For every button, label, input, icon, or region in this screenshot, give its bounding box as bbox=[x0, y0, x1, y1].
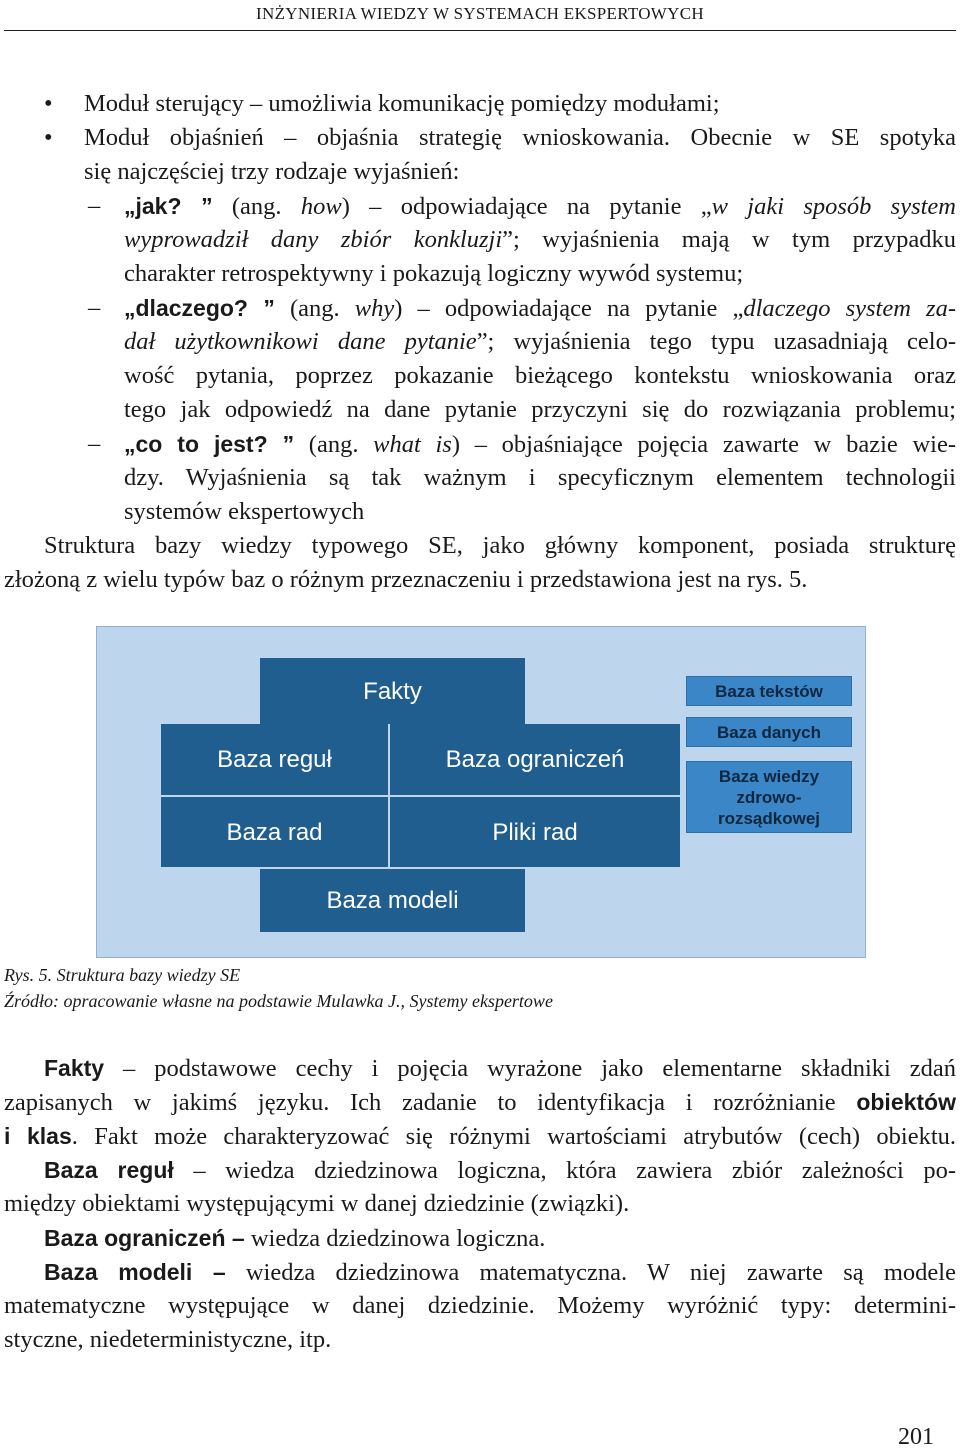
def-fakty-line2: zapisanych w jakimś języku. Ich zadanie to identyfikacja i rozróżnianie obiektów bbox=[4, 1089, 956, 1116]
dash-coto-line1: „co to jest? ” (ang. what is) – objaśniające pojęcia zawarte w bazie wie- bbox=[124, 431, 956, 458]
def-modeli-line1: Baza modeli – wiedza dziedzinowa matematyczna. W niej zawarte są modele bbox=[44, 1259, 956, 1286]
block-baza-ograniczen: Baza ograniczeń bbox=[390, 724, 680, 795]
side-baza-tekstow: Baza tekstów bbox=[686, 676, 852, 706]
bullet-mark: • bbox=[44, 124, 53, 151]
def-modeli-line3: styczne, niedeterministyczne, itp. bbox=[4, 1326, 332, 1353]
term-i-klas: i klas bbox=[4, 1123, 72, 1149]
bullet-control-module: Moduł sterujący – umożliwia komunikację pomiędzy modułami; bbox=[84, 90, 720, 117]
term-fakty: Fakty bbox=[44, 1055, 105, 1081]
figure-source: Źródło: opracowanie własne na podstawie Mulawka J., Systemy ekspertowe bbox=[4, 991, 553, 1011]
dash-dlaczego-line3: wość pytania, poprzez pokazanie bieżącego kontekstu wnioskowania oraz bbox=[124, 362, 956, 389]
def-fakty-line3: i klas. Fakt może charakteryzować się różnymi wartościami atrybutów (cech) obiektu. bbox=[4, 1123, 957, 1150]
dash-coto-line3: systemów ekspertowych bbox=[124, 498, 365, 525]
term-dlaczego: „dlaczego? ” bbox=[124, 295, 275, 321]
dash-jak-line2: wyprowadził dany zbiór konkluzji”; wyjaśnienia mają w tym przypadku bbox=[124, 226, 956, 253]
def-modeli-line2: matematyczne występujące w danej dziedzinie. Możemy wyróżnić typy: determini- bbox=[4, 1292, 956, 1319]
bullet-explanation-line1: Moduł objaśnień – objaśnia strategię wnioskowania. Obecnie w SE spotyka bbox=[84, 124, 956, 151]
def-ograniczen: Baza ograniczeń – wiedza dziedzinowa logiczna. bbox=[44, 1225, 546, 1252]
side-baza-wiedzy-zdroworozsadkowej: Baza wiedzy zdrowo-rozsądkowej bbox=[686, 761, 852, 833]
side-baza-danych: Baza danych bbox=[686, 717, 852, 747]
running-header: INŻYNIERIA WIEDZY W SYSTEMACH EKSPERTOWYCH bbox=[256, 4, 704, 23]
knowledge-base-diagram bbox=[96, 626, 866, 958]
term-obiektow: obiektów bbox=[856, 1089, 956, 1115]
bullet-explanation-line2: się najczęściej trzy rodzaje wyjaśnień: bbox=[84, 158, 460, 185]
dash-dlaczego-line4: tego jak odpowiedź na dane pytanie przyczyni się do rozwiązania problemu; bbox=[124, 396, 956, 423]
block-pliki-rad: Pliki rad bbox=[390, 797, 680, 867]
block-baza-rad: Baza rad bbox=[161, 797, 388, 867]
dash-mark: – bbox=[88, 430, 101, 457]
page-number: 201 bbox=[898, 1424, 934, 1450]
block-fakty: Fakty bbox=[260, 658, 525, 724]
term-baza-modeli: Baza modeli – bbox=[44, 1259, 226, 1285]
figure-caption: Rys. 5. Struktura bazy wiedzy SE bbox=[4, 965, 241, 985]
paragraph-structure-line1: Struktura bazy wiedzy typowego SE, jako główny komponent, posiada strukturę bbox=[44, 532, 956, 559]
dash-mark: – bbox=[88, 192, 101, 219]
term-jak: „jak? ” bbox=[124, 193, 213, 219]
dash-mark: – bbox=[88, 294, 101, 321]
dash-jak-line1: „jak? ” (ang. how) – odpowiadające na pytanie „w jaki sposób system bbox=[124, 193, 956, 220]
block-baza-modeli: Baza modeli bbox=[260, 869, 525, 932]
bullet-mark: • bbox=[44, 90, 53, 117]
dash-dlaczego-line1: „dlaczego? ” (ang. why) – odpowiadające na pytanie „dlaczego system za- bbox=[124, 295, 956, 322]
def-fakty-line1: Fakty – podstawowe cechy i pojęcia wyrażone jako elementarne składniki zdań bbox=[44, 1055, 956, 1082]
dash-dlaczego-line2: dał użytkownikowi dane pytanie”; wyjaśnienia tego typu uzasadniają celo- bbox=[124, 328, 956, 355]
term-co-to-jest: „co to jest? ” bbox=[124, 431, 295, 457]
term-baza-regul: Baza reguł bbox=[44, 1157, 174, 1183]
def-regul-line1: Baza reguł – wiedza dziedzinowa logiczna, która zawiera zbiór zależności po- bbox=[44, 1157, 956, 1184]
dash-coto-line2: dzy. Wyjaśnienia są tak ważnym i specyficznym elementem technologii bbox=[124, 464, 956, 491]
def-regul-line2: między obiektami występującymi w danej dziedzinie (związki). bbox=[4, 1190, 630, 1217]
term-baza-ograniczen: Baza ograniczeń – bbox=[44, 1225, 245, 1251]
dash-jak-line3: charakter retrospektywny i pokazują logiczny wywód systemu; bbox=[124, 260, 744, 287]
paragraph-structure-line2: złożoną z wielu typów baz o różnym przeznaczeniu i przedstawiona jest na rys. 5. bbox=[4, 566, 808, 593]
header-rule bbox=[4, 30, 956, 31]
block-baza-regul: Baza reguł bbox=[161, 724, 388, 795]
